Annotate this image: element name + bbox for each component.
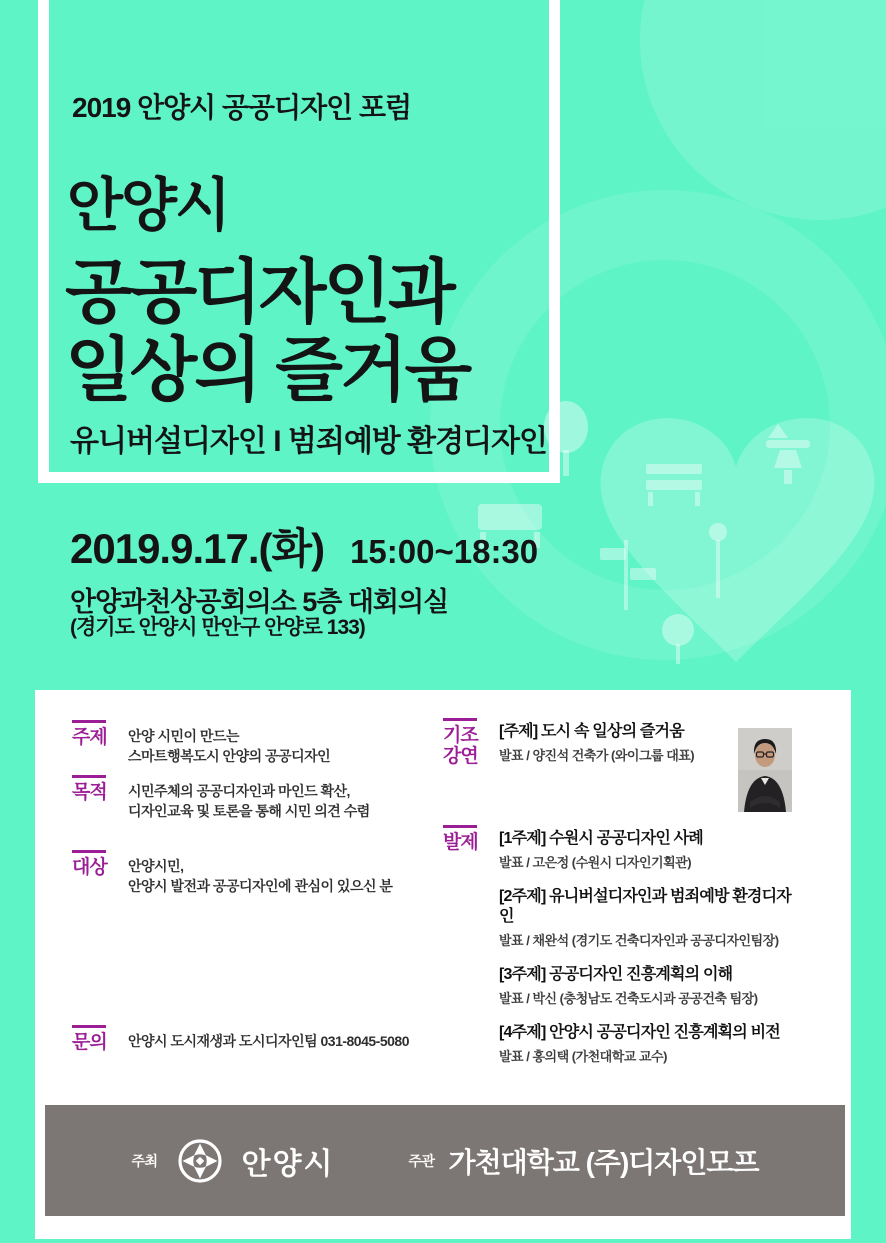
presentation-2-title: [2주제] 유니버설디자인과 범죄예방 환경디자인 xyxy=(499,888,791,925)
section-keynote-label-wrap xyxy=(443,718,499,768)
section-purpose-label: 목적 xyxy=(72,782,107,803)
section-presentations-label-wrap xyxy=(443,825,499,854)
section-topic xyxy=(72,720,330,766)
section-purpose-label-wrap xyxy=(72,775,128,804)
topic-line2: 스마트행복도시 안양의 공공디자인 xyxy=(128,748,331,764)
section-keynote-label-line2: 강연 xyxy=(443,745,478,767)
presentation-3-presenter: 발표 / 박신 (충청남도 건축도시과 공공건축 팀장) xyxy=(499,991,758,1006)
presentation-4-title: [4주제] 안양시 공공디자인 진흥계획의 비전 xyxy=(499,1024,780,1041)
label-rule xyxy=(443,718,477,721)
presentation-2-presenter: 발표 / 채완석 (경기도 건축디자인과 공공디자인팀장) xyxy=(499,933,779,948)
footer-bar xyxy=(45,1105,845,1216)
label-rule xyxy=(443,825,477,828)
presentation-1-presenter: 발표 / 고은정 (수원시 디자인기획관) xyxy=(499,855,692,870)
section-purpose-body xyxy=(128,775,370,821)
presentations-body xyxy=(499,825,799,1081)
presentation-3-title: [3주제] 공공디자인 진흥계획의 이해 xyxy=(499,966,733,983)
event-date: 2019.9.17.(화) xyxy=(70,525,325,572)
presentation-item-4 xyxy=(499,1023,799,1065)
purpose-line1: 시민주체의 공공디자인과 마인드 확산, xyxy=(128,783,350,799)
topic-line1: 안양 시민이 만드는 xyxy=(128,728,239,744)
date-row xyxy=(70,516,538,576)
section-contact-body xyxy=(128,1025,409,1051)
target-line2: 안양시 발전과 공공디자인에 관심이 있으신 분 xyxy=(128,878,393,894)
section-target-label-wrap xyxy=(72,850,128,879)
section-presentations-label: 발제 xyxy=(443,832,478,853)
organizer-label: 주관 xyxy=(408,1152,435,1169)
keynote-presenter: 발표 / 양진석 건축가 (와이그룹 대표) xyxy=(499,748,695,763)
purpose-line2: 디자인교육 및 토론을 통해 시민 의견 수렴 xyxy=(128,803,370,819)
keynote-speaker-photo xyxy=(738,728,792,812)
poster-title-line1: 안양시 xyxy=(67,173,230,238)
section-target-body xyxy=(128,850,392,896)
section-target-label: 대상 xyxy=(72,857,107,878)
event-venue: 안양과천상공회의소 5층 대회의실 xyxy=(70,587,449,617)
anyang-city-logo-icon xyxy=(176,1137,224,1185)
section-topic-label: 주제 xyxy=(72,727,107,748)
circle-decoration xyxy=(640,0,886,220)
host-name: 안양시 xyxy=(241,1147,335,1181)
section-target xyxy=(72,850,392,896)
poster-subtitle: 유니버설디자인 I 범죄예방 환경디자인 xyxy=(70,425,548,458)
section-topic-label-wrap xyxy=(72,720,128,749)
section-contact xyxy=(72,1025,409,1054)
label-rule xyxy=(72,850,106,853)
host-label: 주최 xyxy=(131,1152,158,1169)
section-presentations xyxy=(443,825,799,1081)
forum-label: 2019 안양시 공공디자인 포럼 xyxy=(72,92,412,123)
presentation-item-3 xyxy=(499,965,799,1007)
keynote-title: [주제] 도시 속 일상의 즐거움 xyxy=(499,723,684,740)
contact-line1: 안양시 도시재생과 도시디자인팀 031-8045-5080 xyxy=(128,1033,409,1049)
label-rule xyxy=(72,1025,106,1028)
section-contact-label: 문의 xyxy=(72,1032,107,1053)
presentation-item-2 xyxy=(499,887,799,949)
organizer-names: 가천대학교 (주)디자인모프 xyxy=(448,1146,759,1178)
event-address: (경기도 안양시 만안구 안양로 133) xyxy=(70,616,365,639)
label-rule xyxy=(72,720,106,723)
section-keynote-label-line1: 기조 xyxy=(443,725,478,746)
poster-title-line2: 공공디자인과 xyxy=(65,253,453,331)
presentation-1-title: [1주제] 수원시 공공디자인 사례 xyxy=(499,830,703,847)
section-contact-label-wrap xyxy=(72,1025,128,1054)
presentation-4-presenter: 발표 / 홍의택 (가천대학교 교수) xyxy=(499,1049,667,1064)
presentation-item-1 xyxy=(499,829,799,871)
target-line1: 안양시민, xyxy=(128,858,184,874)
event-time: 15:00~18:30 xyxy=(350,533,539,570)
label-rule xyxy=(72,775,106,778)
section-purpose xyxy=(72,775,370,821)
section-topic-body xyxy=(128,720,330,766)
poster-title-line3: 일상의 즐거움 xyxy=(65,331,470,409)
